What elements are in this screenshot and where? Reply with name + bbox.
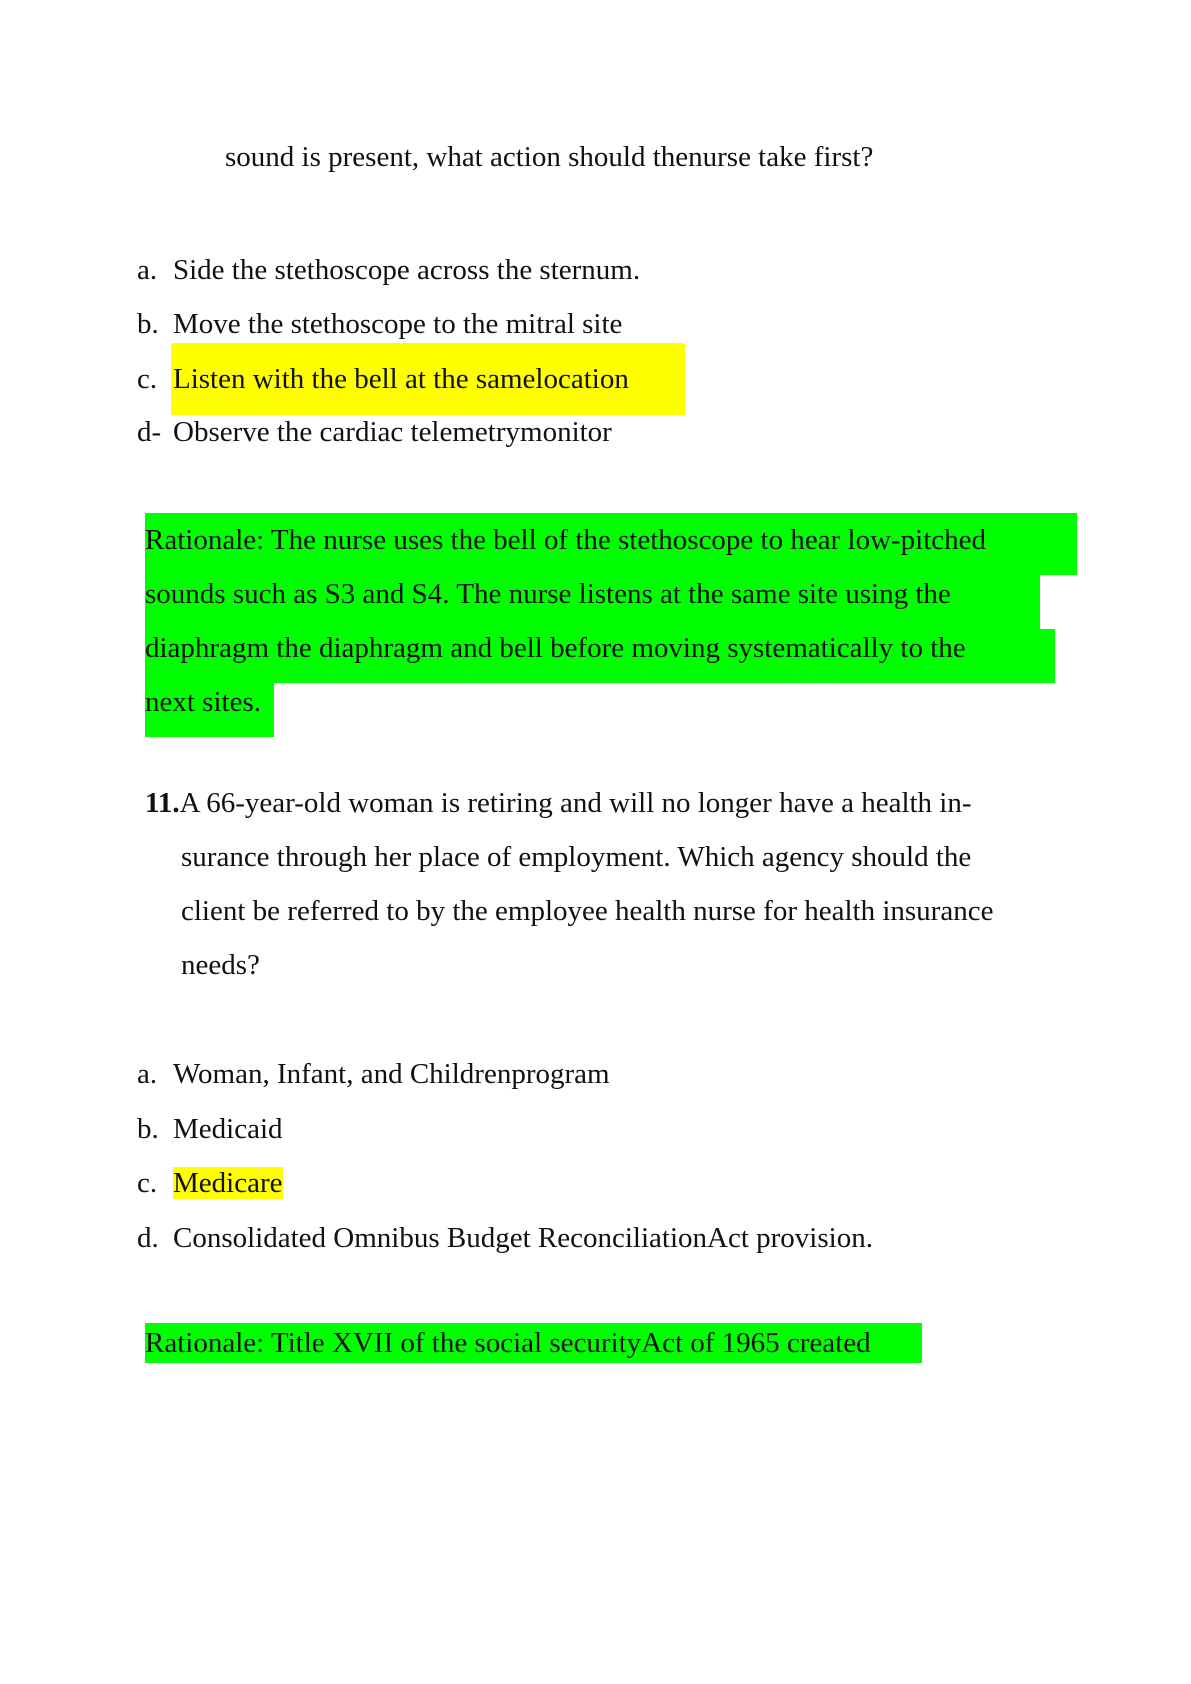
option-text: Medicaid [173,1113,283,1145]
q11-stem-line: client be referred to by the employee health nurse for health insurance [181,895,994,927]
q10-stem-tail: sound is present, what action should thenurse take first? [225,141,874,173]
option-letter: d. [137,1222,159,1254]
q10-rationale-line: next sites. [145,686,261,718]
option-letter: d- [137,416,162,448]
q11-stem-line-1 [145,784,972,822]
option-letter: a. [137,1058,158,1090]
option-letter: b. [137,1113,159,1145]
q11-option-b [137,1110,283,1148]
option-text: Medicare [173,1167,283,1199]
q10-rationale-line: diaphragm the diaphragm and bell before moving systematically to the [145,632,966,664]
option-text: Consolidated Omnibus Budget ReconciliationAct provision. [173,1222,873,1254]
q11-stem-line: needs? [181,949,260,981]
q10-rationale-line: Rationale: The nurse uses the bell of the stethoscope to hear low-pitched [145,524,987,556]
q11-stem-line: surance through her place of employment. Which agency should the [181,841,972,873]
q11-option-c-correct [137,1164,283,1202]
option-letter: b. [137,308,159,340]
option-text: Woman, Infant, and Childrenprogram [173,1058,610,1090]
option-letter: a. [137,254,158,286]
q11-rationale-line: Rationale: Title XVII of the social securityAct of 1965 created [145,1327,871,1359]
q10-option-a [137,251,640,289]
option-letter: c. [137,1167,158,1199]
option-text: Listen with the bell at the samelocation [173,363,629,395]
q11-number: 11. [145,787,180,819]
option-text: Move the stethoscope to the mitral site [173,308,623,340]
q11-stem-text: A 66-year-old woman is retiring and will no longer have a health in- [179,787,972,819]
q11-option-d [137,1219,873,1257]
option-text: Side the stethoscope across the sternum. [173,254,641,286]
q10-option-d [137,413,612,451]
option-text: Observe the cardiac telemetrymonitor [173,416,612,448]
option-letter: c. [137,363,158,395]
q10-rationale-line: sounds such as S3 and S4. The nurse listens at the same site using the [145,578,951,610]
q11-option-a [137,1055,610,1093]
q10-option-c-correct [137,360,629,398]
q10-option-b [137,305,622,343]
